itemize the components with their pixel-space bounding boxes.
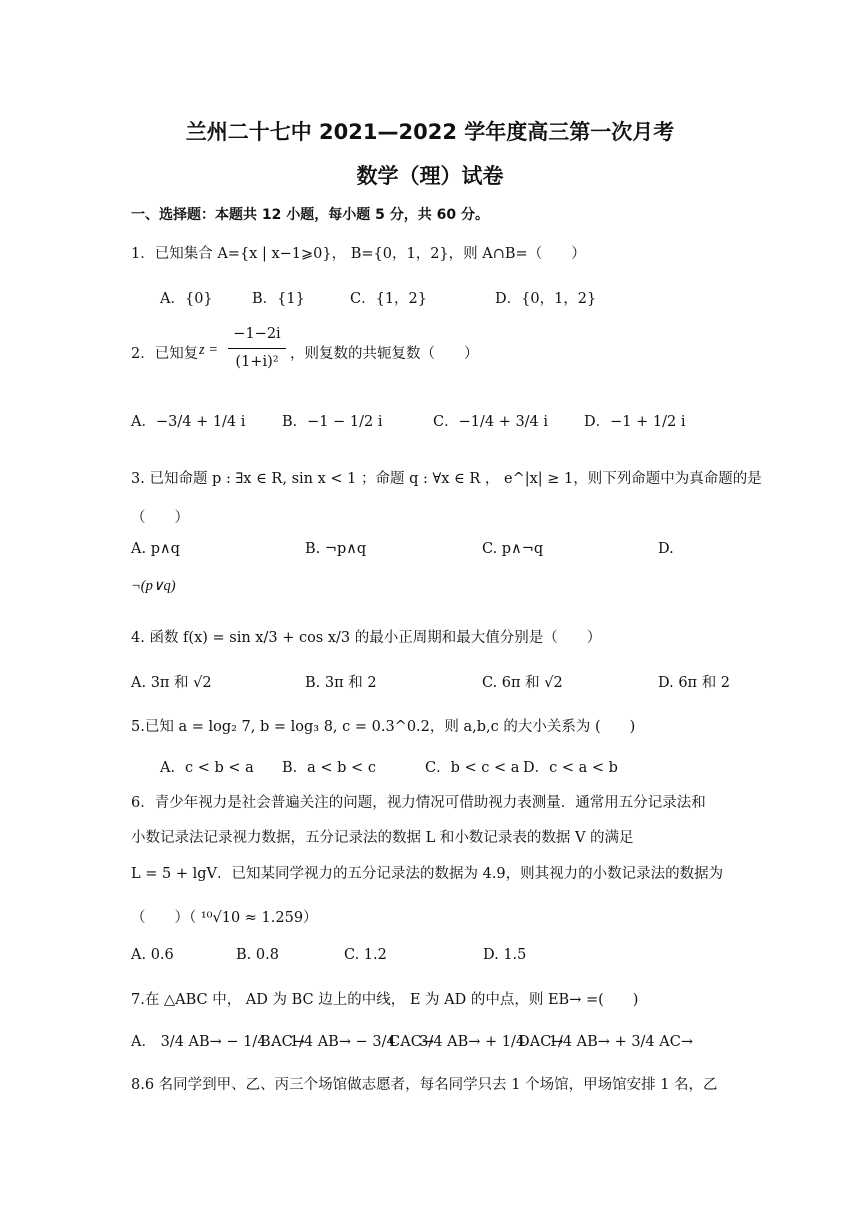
- exam-title: 兰州二十七中 2021—2022 学年度高三第一次月考: [185, 120, 675, 144]
- question-1-option-c: C．{1，2}: [350, 291, 427, 307]
- question-6-line-2: 小数记录法记录视力数据，五分记录法的数据 L 和小数记录表的数据 V 的满足: [131, 830, 634, 846]
- question-8-line-1: 8.6 名同学到甲、乙、丙三个场馆做志愿者，每名同学只去 1 个场馆，甲场馆安排 1 名，乙: [131, 1077, 718, 1093]
- question-5-option-a: A．c < b < a: [160, 760, 254, 776]
- question-6-line-4: （ ）（ ¹⁰√10 ≈ 1.259）: [131, 910, 318, 926]
- question-1-stem: 1．已知集合 A={x | x−1⩾0}， B={0，1，2}，则 A∩B=（ ）: [131, 246, 586, 262]
- question-4-option-c: C. 6π 和 √2: [482, 675, 563, 691]
- question-2-option-c: C．−1/4 + 3/4 i: [433, 414, 549, 430]
- question-5-option-b: B．a < b < c: [282, 760, 376, 776]
- question-6-option-a: A. 0.6: [131, 947, 174, 963]
- section-heading: 一、选择题：本题共 12 小题，每小题 5 分，共 60 分。: [131, 207, 489, 223]
- question-7-option-b: B． 1/4 AB→ − 3/4 AC→: [260, 1034, 435, 1050]
- question-1-option-a: A．{0}: [160, 291, 213, 307]
- question-3-option-a: A. p∧q: [131, 541, 180, 557]
- question-2-stem-post: ，则复数的共轭复数（ ）: [290, 346, 479, 362]
- question-2-z: z =: [199, 342, 219, 358]
- question-2-numerator: −1−2i: [233, 326, 281, 342]
- question-3-option-c: C. p∧¬q: [482, 541, 544, 557]
- question-2-option-d: D．−1 + 1/2 i: [584, 414, 686, 430]
- question-7-option-d: D． 1/4 AB→ + 3/4 AC→: [518, 1034, 693, 1050]
- question-5-stem: 5.已知 a = log₂ 7, b = log₃ 8, c = 0.3^0.2，则 a,b,c 的大小关系为 ( ): [131, 719, 636, 735]
- exam-subtitle: 数学（理）试卷: [356, 164, 504, 188]
- question-7-option-a: A． 3/4 AB→ − 1/4 AC→: [131, 1034, 305, 1050]
- question-2-option-b: B．−1 − 1/2 i: [282, 414, 383, 430]
- question-7-option-c: C． 3/4 AB→ + 1/4 AC→: [389, 1034, 564, 1050]
- question-2-option-a: A．−3/4 + 1/4 i: [131, 414, 246, 430]
- question-6-option-b: B. 0.8: [236, 947, 279, 963]
- question-6-line-1: 6．青少年视力是社会普遍关注的问题，视力情况可借助视力表测量．通常用五分记录法和: [131, 795, 706, 811]
- question-6-line-3: L = 5 + lgV．已知某同学视力的五分记录法的数据为 4.9，则其视力的小数记录法的数据为: [131, 866, 724, 882]
- question-4-option-d: D. 6π 和 2: [658, 675, 731, 691]
- question-3-stem: 3. 已知命题 p : ∃x ∈ R, sin x < 1 ；命题 q : ∀x ∈ R ， e^|x| ≥ 1，则下列命题中为真命题的是: [131, 471, 762, 487]
- question-1-option-d: D．{0，1，2}: [495, 291, 597, 307]
- question-5-option-c: C．b < c < a: [425, 760, 520, 776]
- question-4-option-a: A. 3π 和 √2: [131, 675, 212, 691]
- question-1-option-b: B．{1}: [252, 291, 305, 307]
- question-4-stem: 4. 函数 f(x) = sin x/3 + cos x/3 的最小正周期和最大值分别是（ ）: [131, 630, 602, 646]
- question-3-paren: （ ）: [131, 510, 189, 526]
- question-5-option-d: D．c < a < b: [523, 760, 618, 776]
- question-2-stem-pre: 2．已知复: [131, 346, 199, 362]
- question-6-option-c: C. 1.2: [344, 947, 387, 963]
- question-2-denominator: (1+i)²: [235, 354, 279, 370]
- question-3-option-d: D.: [658, 541, 674, 557]
- question-2-fraction-bar: [228, 348, 286, 349]
- question-6-option-d: D. 1.5: [483, 947, 527, 963]
- question-4-option-b: B. 3π 和 2: [305, 675, 377, 691]
- question-3-option-d-expr: ¬(p∨q): [131, 578, 176, 594]
- question-7-stem: 7.在 △ABC 中， AD 为 BC 边上的中线， E 为 AD 的中点，则 EB→ =( ): [131, 992, 639, 1008]
- question-3-option-b: B. ¬p∧q: [305, 541, 367, 557]
